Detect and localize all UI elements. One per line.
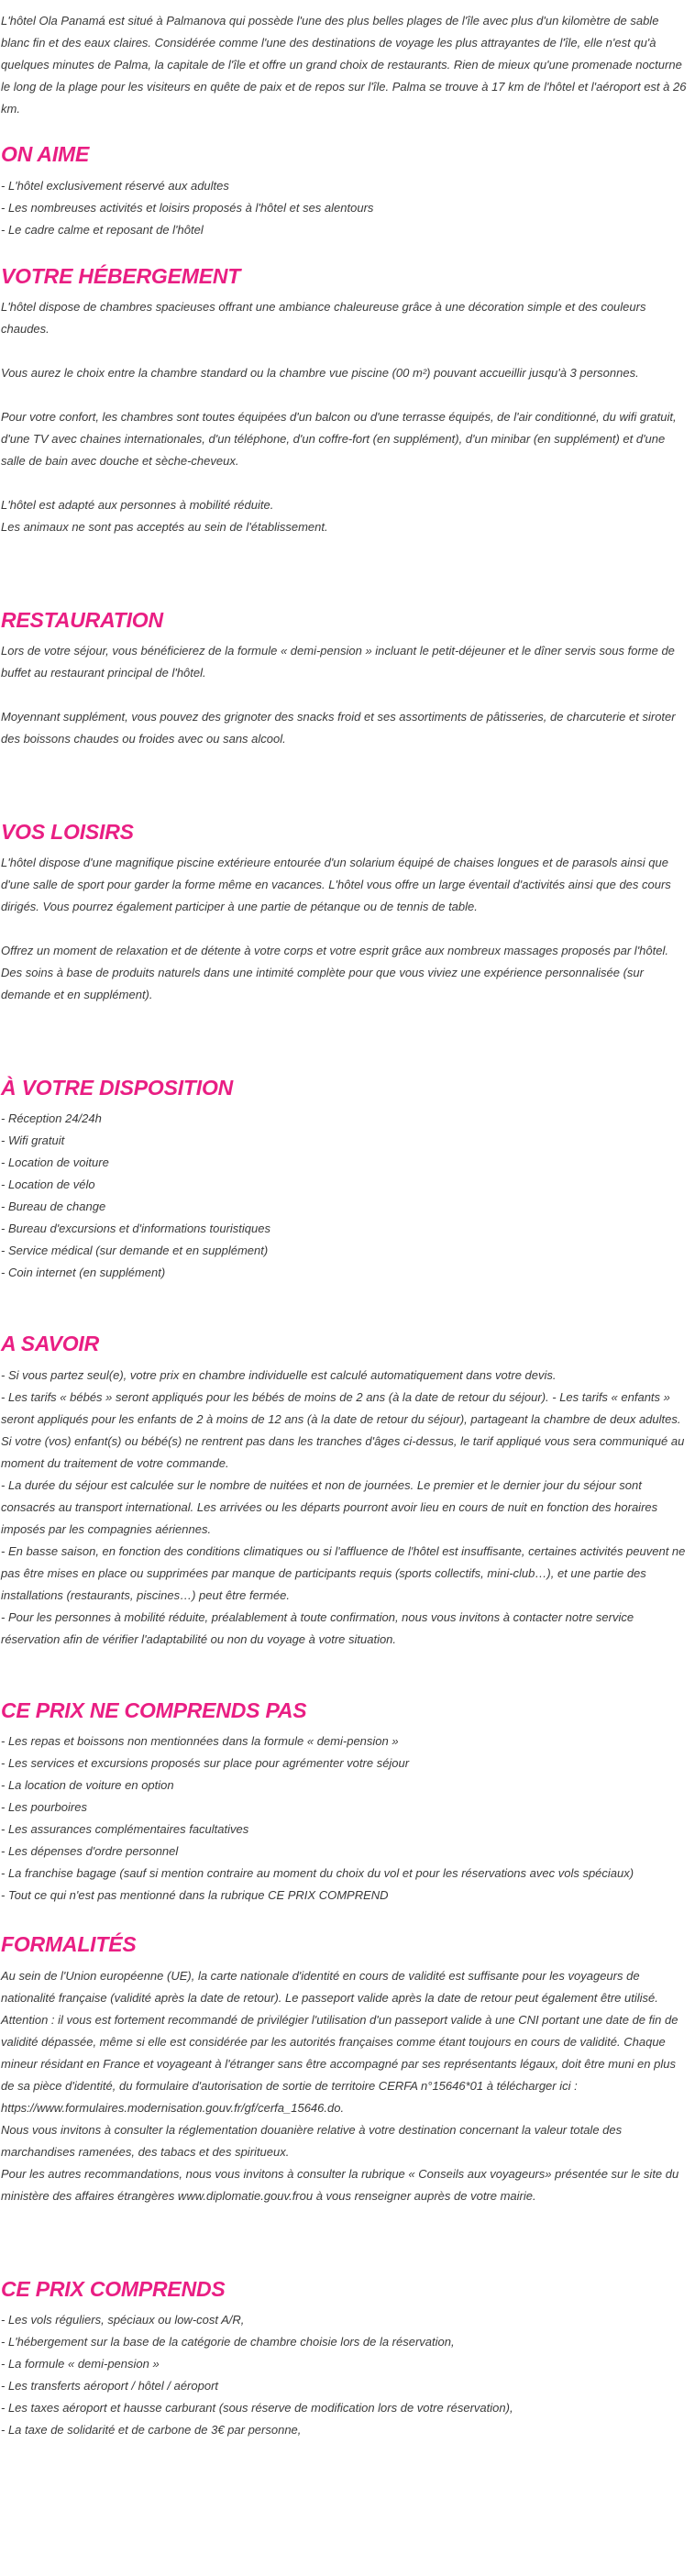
section-title-on-aime: ON AIME xyxy=(1,142,90,166)
section-title-ne-comprend-pas: CE PRIX NE COMPRENDS PAS xyxy=(1,1698,307,1722)
list-item: - Les transferts aéroport / hôtel / aéroport xyxy=(1,2379,219,2393)
list-item: - Coin internet (en supplément) xyxy=(1,1266,166,1279)
list-item: - Location de vélo xyxy=(1,1177,95,1191)
section-title-comprend: CE PRIX COMPRENDS xyxy=(1,2277,226,2301)
list-item: - Service médical (sur demande et en supplément) xyxy=(1,1244,269,1257)
disposition-list xyxy=(1,1108,687,1284)
list-item: - Les vols réguliers, spéciaux ou low-cost A/R, xyxy=(1,2313,245,2327)
intro-paragraph: L'hôtel Ola Panamá est situé à Palmanova qui possède l'une des plus belles plages de l'île avec plus d'un kilomètre de sable blanc fin et des eaux claires. Considérée comme l'une des destinations de voyage les plus attrayantes de l'île, elle n'est qu'à quelques minutes de Palma, la capitale de l'île et offre un grand choix de restaurants. Rien de mieux qu'une promenade nocturne le long de la plage pour les visiteurs en quête de paix et de repos sur l'île. Palma se trouve à 17 km de l'hôtel et l'aéroport est à 26 km. xyxy=(1,14,690,116)
list-item: - Wifi gratuit xyxy=(1,1133,65,1147)
list-item: - Les dépenses d'ordre personnel xyxy=(1,1844,179,1858)
on-aime-list xyxy=(1,175,687,241)
formalites-text: Au sein de l'Union européenne (UE), la carte nationale d'identité en cours de validité est suffisante pour les voyageurs de nationalité française (validité après la date de retour). Le passeport valide après la date de retour peut également être utilisé. Attention : il vous est fortement recommandé de privilégier l'utilisation d'un passeport valide à une CNI portant une date de fin de validité dépassée, même si elle est considérée par les autorités françaises comme étant toujours en cours de validité. Chaque mineur résidant en France et voyageant à l'étranger sans être accompagné par ses représentants légaux, doit être muni en plus de sa pièce d'identité, du formulaire d'autorisation de sortie de territoire CERFA n°15646*01 à télécharger ici : https://www.formulaires.modernisation.gouv.fr/gf/cerfa_15646.do. Nous vous invitons à consulter la réglementation douanière relative à votre destination concernant la valeur totale des marchandises ramenées, des tabacs et des spiritueux. Pour les autres recommandations, nous vous invitons à consulter la rubrique « Conseils aux voyageurs» présentée sur le site du ministère des affaires étrangères www.diplomatie.gouv.frou à vous renseigner auprès de votre mairie. xyxy=(1,1969,679,2203)
section-title-disposition: À VOTRE DISPOSITION xyxy=(1,1076,234,1100)
list-item: - La location de voiture en option xyxy=(1,1778,174,1792)
list-item: - La formule « demi-pension » xyxy=(1,2357,160,2371)
list-item: - Réception 24/24h xyxy=(1,1111,102,1125)
list-item: - La franchise bagage (sauf si mention contraire au moment du choix du vol et pour les réservations avec vols spéciaux) xyxy=(1,1866,634,1880)
hebergement-paragraph-4: L'hôtel est adapté aux personnes à mobilité réduite. Les animaux ne sont pas acceptés au sein de l'établissement. xyxy=(1,498,328,534)
list-item: - L'hébergement sur la base de la catégorie de chambre choisie lors de la réservation, xyxy=(1,2335,455,2349)
section-title-loisirs: VOS LOISIRS xyxy=(1,820,134,844)
section-title-restauration: RESTAURATION xyxy=(1,608,163,632)
list-item: - Bureau d'excursions et d'informations touristiques xyxy=(1,1222,270,1235)
list-item: - Tout ce qui n'est pas mentionné dans la rubrique CE PRIX COMPREND xyxy=(1,1888,389,1902)
list-item: - La taxe de solidarité et de carbone de 3€ par personne, xyxy=(1,2423,302,2437)
comprend-list xyxy=(1,2309,687,2441)
list-item: - Bureau de change xyxy=(1,1200,106,1213)
ne-comprend-pas-list xyxy=(1,1730,687,1907)
list-item: - Les pourboires xyxy=(1,1800,87,1814)
section-title-a-savoir: A SAVOIR xyxy=(1,1332,100,1355)
section-title-formalites: FORMALITÉS xyxy=(1,1932,137,1956)
restauration-paragraph-1: Lors de votre séjour, vous bénéficierez de la formule « demi-pension » incluant le petit-déjeuner et le dîner servis sous forme de buffet au restaurant principal de l'hôtel. xyxy=(1,644,678,680)
a-savoir-text: - Si vous partez seul(e), votre prix en chambre individuelle est calculé automatiquement dans votre devis. - Les tarifs « bébés » seront appliqués pour les bébés de moins de 2 ans (à la date de retour du séjour). - Les tarifs « enfants » seront appliqués pour les enfants de 2 à moins de 12 ans (à la date de retour du séjour), partageant la chambre de deux adultes. Si votre (vos) enfant(s) ou bébé(s) ne rentrent pas dans les tranches d'âges ci-dessus, le tarif appliqué vous sera communiqué au moment du traitement de votre commande. - La durée du séjour est calculée sur le nombre de nuitées et non de journées. Le premier et le dernier jour du séjour sont consacrés au transport international. Les arrivées ou les départs pourront avoir lieu en cours de nuit en fonction des horaires imposés par les compagnies aériennes. - En basse saison, en fonction des conditions climatiques ou si l'affluence de l'hôtel est insuffisante, certaines activités peuvent ne pas être mises en place ou supprimées par manque de participants requis (sports collectifs, mini-club…), et une partie des installations (restaurants, piscines…) peut être fermée. - Pour les personnes à mobilité réduite, préalablement à toute confirmation, nous vous invitons à contacter notre service réservation afin de vérifier l'adaptabilité ou non du voyage à votre situation. xyxy=(1,1368,686,1646)
section-title-hebergement: VOTRE HÉBERGEMENT xyxy=(1,264,241,288)
list-item: - L'hôtel exclusivement réservé aux adultes xyxy=(1,179,229,193)
restauration-paragraph-2: Moyennant supplément, vous pouvez des grignoter des snacks froid et ses assortiments de pâtisseries, de charcuterie et siroter des boissons chaudes ou froides avec ou sans alcool. xyxy=(1,710,679,746)
list-item: - Le cadre calme et reposant de l'hôtel xyxy=(1,223,204,237)
list-item: - Les repas et boissons non mentionnées dans la formule « demi-pension » xyxy=(1,1734,399,1748)
hotel-description-page xyxy=(0,10,690,2441)
list-item: - Les nombreuses activités et loisirs proposés à l'hôtel et ses alentours xyxy=(1,201,374,215)
list-item: - Location de voiture xyxy=(1,1155,109,1169)
list-item: - Les assurances complémentaires facultatives xyxy=(1,1822,249,1836)
list-item: - Les services et excursions proposés sur place pour agrémenter votre séjour xyxy=(1,1756,410,1770)
hebergement-paragraph-3: Pour votre confort, les chambres sont toutes équipées d'un balcon ou d'une terrasse équipés, de l'air conditionné, du wifi gratuit, d'une TV avec chaines internationales, d'un téléphone, d'un coffre-fort (en supplément), d'un minibar (en supplément) et d'une salle de bain avec douche et sèche-cheveux. xyxy=(1,410,680,468)
loisirs-paragraph-2: Offrez un moment de relaxation et de détente à votre corps et votre esprit grâce aux nombreux massages proposés par l'hôtel. Des soins à base de produits naturels dans une intimité complète pour que vous viviez une expérience personnalisée (sur demande et en supplément). xyxy=(1,944,672,1001)
loisirs-paragraph-1: L'hôtel dispose d'une magnifique piscine extérieure entourée d'un solarium équipé de chaises longues et de parasols ainsi que d'une salle de sport pour garder la forme même en vacances. L'hôtel vous offre un large éventail d'activités ainsi que des cours dirigés. Vous pourrez également participer à une partie de pétanque ou de tennis de table. xyxy=(1,856,675,913)
hebergement-paragraph-2: Vous aurez le choix entre la chambre standard ou la chambre vue piscine (00 m²) pouvant accueillir jusqu'à 3 personnes. xyxy=(1,366,639,380)
hebergement-paragraph-1: L'hôtel dispose de chambres spacieuses offrant une ambiance chaleureuse grâce à une décoration simple et des couleurs chaudes. xyxy=(1,300,650,336)
list-item: - Les taxes aéroport et hausse carburant (sous réserve de modification lors de votre réservation), xyxy=(1,2401,513,2415)
